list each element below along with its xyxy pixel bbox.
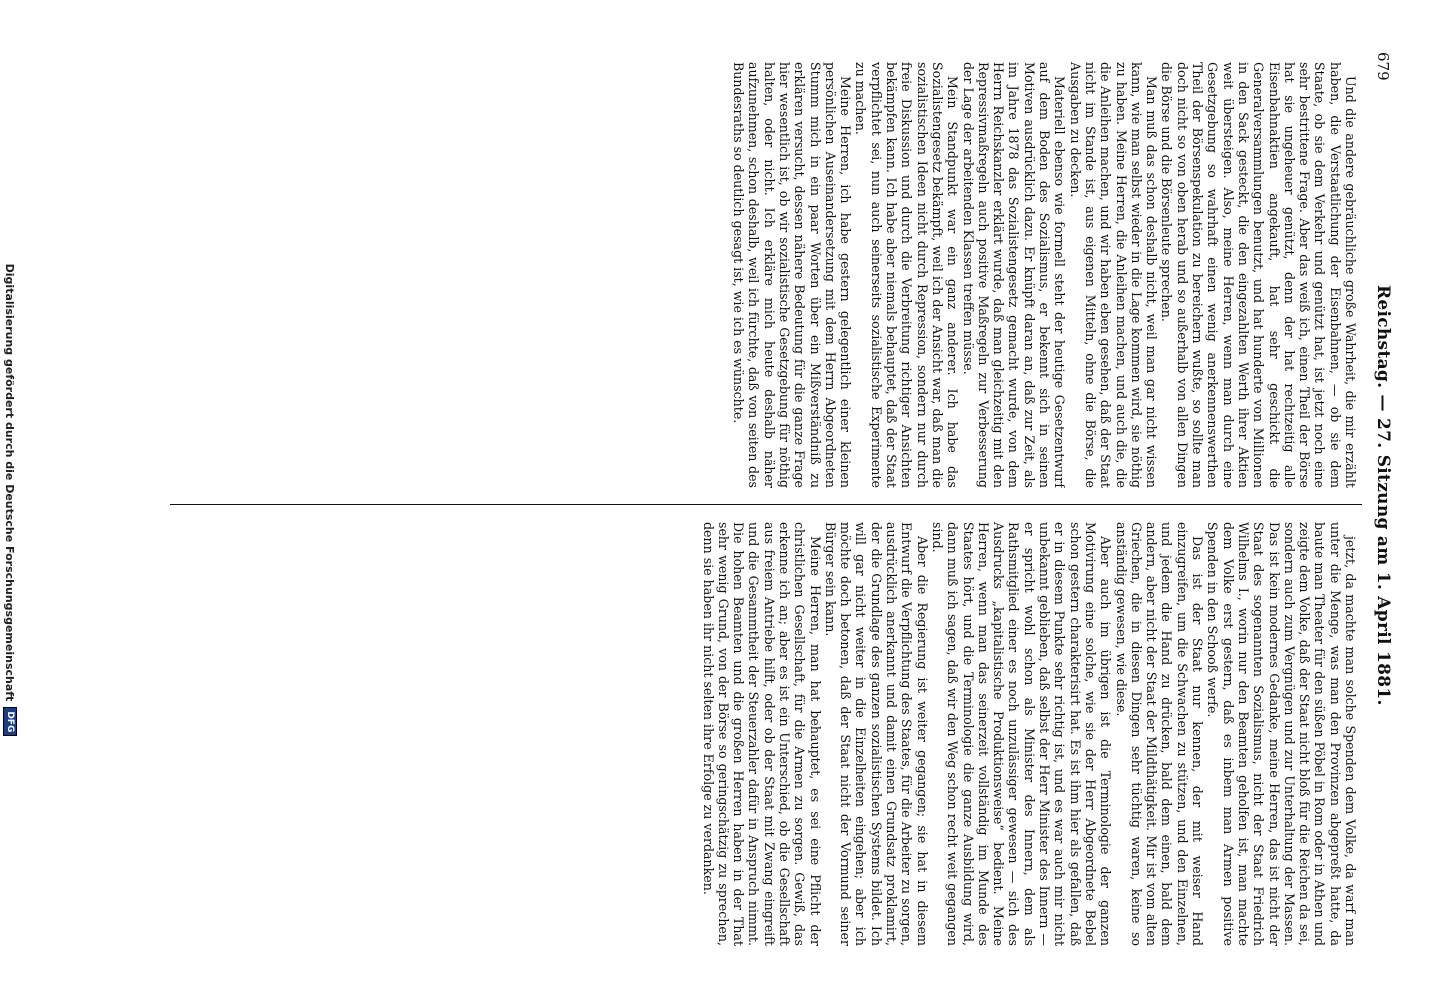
right-column <box>52 522 1358 946</box>
paragraph: Man muß das schon deshalb nicht, weil man gar nicht wissen kann, wie man selbst wieder in die Lage kommen wird, sie nöthig zu haben. Meine Herren, die Anleihen machen, und auch die, die die Anleihen machen, und wir haben eben gesehen, daß der Staat nicht im Stande ist, aus eigenen Mitteln, ohne die Börse, die Ausgaben zu decken. <box>1067 62 1160 488</box>
paragraph: jetzt, da machte man solche Spenden dem Volke, da warf man unter die Menge, was man den Provinzen abgepreßt hatte, da baute man Theater für den süßen Pöbel in Rom oder in Athen und zeigte dem Volke, daß der Staat nicht bloß für die Reichen da sei, sondern auch zum Vergnügen und zur Unterhaltung der Massen. Das ist kein modernes Gedanke, meine Herren, das ist nicht der Staat des sogenannten Sozialismus, nicht der Staat Friedrich Wilhelms I., worin nur den Beamten geholfen ist, man machte dem Volke erst gestern, daß es inbem man Armen positive Spenden in den Schooß werfe. <box>1205 522 1358 946</box>
paragraph: Aber die Regierung ist weiter gegangen; sie hat in diesem Entwurf die Verpflichtung des Staates, für die Arbeiter zu sorgen, ausdrücklich anerkannt und damit einen Grundsatz proklamirt, der die Grundlage des ganzen sozialistischen Systems bildet. Ich will gar nicht weiter in die Einzelheiten eingehen; aber ich möchte doch betonen, daß der Staat nicht der Vormund seiner Bürger sein kann. <box>822 522 930 946</box>
paragraph: Materiell ebenso wie formell steht der heutige Gesetzentwurf auf dem Boden des Sozialismus, er bekennt sich in seinen Motiven ausdrücklich dazu. Er knüpft daran an, daß zur Zeit, als im Jahre 1878 das Sozialistengesetz gemacht wurde, von dem Herrn Reichskanzler erklärt wurde, daß man gleichzeitig mit den Repressivmaßregeln auch positive Maßregeln zur Verbesserung der Lage der arbeitenden Klassen treffen müsse. <box>960 62 1068 488</box>
dfg-logo-icon: DFG <box>3 707 17 736</box>
page-header <box>1368 52 1398 940</box>
page-number: 679 <box>1374 52 1392 81</box>
paragraph: Meine Herren, man hat behauptet, es sei eine Pflicht der christlichen Gesellschaft, für die Armen zu sorgen. Gewiß, das erkenne ich an; aber es ist ein Unterschied, ob die Gesellschaft aus freiem Antriebe hilft, oder ob der Staat mit Zwang eingreift und die Gesammtheit der Steuerzahler dafür in Anspruch nimmt. Die hohen Beamten und die großen Herren haben in der That sehr wenig Grund, von der Börse so geringschätzig zu sprechen, denn sie haben ihr nicht selten ihre Erfolge zu verdanken. <box>700 522 823 946</box>
credit-text: Digitalisierung gefördert durch die Deutsche Forschungsgemeinschaft <box>3 263 17 702</box>
digitization-credit <box>0 0 20 1000</box>
paragraph: Das ist der Staat nur kennen, der mit weiser Hand einzugreifen, um die Schwachen zu stützen, und den Einzelnen, und jedem die Hand zu drücken, bald dem einen, bald dem andern, aber nicht der Staat der Mildthätigkeit. Mir ist vom alten Griechen, die in diesen Dingen sehr tüchtig waren, keine so anständig gewesen, wie diese. <box>1113 522 1206 946</box>
paragraph: Mein Standpunkt war ein ganz anderer. Ich habe das Sozialistengesetz bekämpft, weil ich der Ansicht war, daß man die sozialistischen Ideen nicht durch Repression, sondern nur durch freie Diskussion und durch die Verbreitung richtiger Ansichten bekämpfen kann. Ich habe aber niemals behauptet, daß der Staat verpflichtet sei, nun auch seinerseits sozialistische Experimente zu machen. <box>853 62 961 488</box>
page-title: Reichstag. — 27. Sitzung am 1. April 1881. <box>1373 284 1393 706</box>
paragraph: Und die andere gebräuchliche große Wahrheit, die mir erzählt haben, die Verstaatlichung der Eisenbahnen, — ob sie dem Staate, ob sie dem Verkehr und genützt hat, ist jetzt noch eine sehr bestrittene Frage. Aber das weiß ich, einen Theil der Börse hat sie ungeheuer genützt, denn der hat rechtzeitig alle Eisenbahnaktien angekauft, hat sehr geschickt die Generalversammlungen benutzt, und hat hunderte von Millionen in den Sack gesteckt, die den eingezahlten Werth ihrer Aktien weit übersteigen. Also, meine Herren, wenn man durch eine Gesetzgebung so wahrhaft einen wenig anerkennenswerthen Theil der Börsenspekulation zu bereichern wußte, so sollte man doch nicht so von oben herab und so außerhalb von allen Dingen die Börse und die Börsenleute sprechen. <box>1159 62 1358 488</box>
left-column <box>52 62 1358 488</box>
paragraph: Aber auch im übrigen ist die Terminologie der ganzen Motivirung eine solche, wie sie der Herr Abgeordnete Bebel schon gestern charakterisirt hat. Es ist ihm hier als gefallen, daß er in diesem Punkte sehr richtig ist, und es war auch mir nicht unbekannt geblieben, daß selbst der Herr Minister des Innern — er spricht wohl schon als Minister des Innern, dem als Rathsmitglied einer es noch unzulässiger gewesen — sich des Ausdrucks „kapitalistische Produktionsweise“ bedient. Meine Herren, wenn man das seinerzeit vollständig im Munde des Staates hört, und die Terminologie die ganze Ausbildung wird, dann muß ich sagen, daß wir den Weg schon recht weit gegangen sind. <box>929 522 1114 946</box>
paragraph: Meine Herren, ich habe gestern gelegentlich einer kleinen persönlichen Auseinandersetzung mit dem Herrn Abgeordneten Stumm mich in ein paar Worten über ein Mißverständniß zu erklären versucht, dessen nähere Bedeutung für die ganze Frage hier wesentlich ist, ob wir sozialistische Gesetzgebung für nöthig halten, oder nicht. Ich erkläre mich heute deshalb näher aufzunehmen, schon deshalb, weil ich fürchte, daß von seiten des Bundesraths so deutlich gesagt ist, wie ich es wünschte. <box>731 62 854 488</box>
column-divider <box>170 504 1362 505</box>
